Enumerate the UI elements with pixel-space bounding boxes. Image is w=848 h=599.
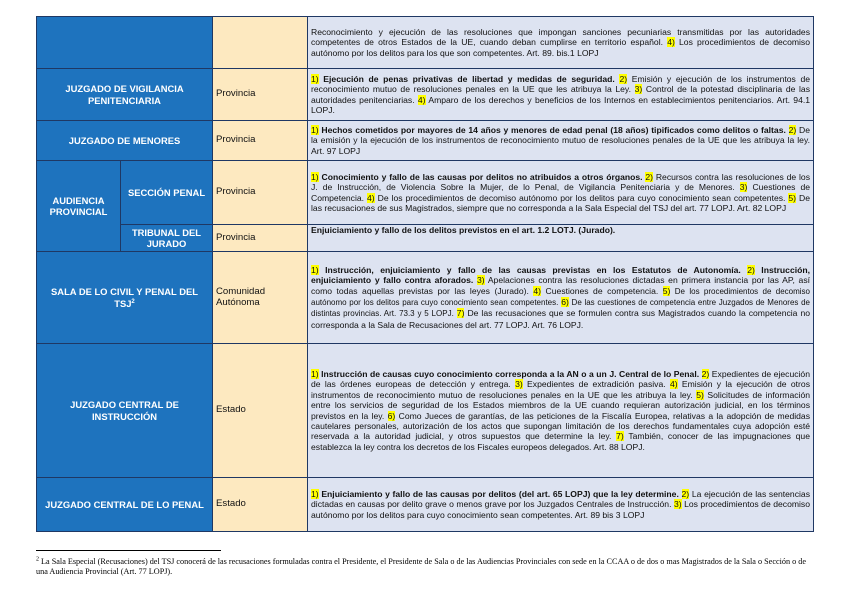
item-number: 7) xyxy=(616,431,624,442)
organ-name: JUZGADO CENTRAL DE LO PENAL xyxy=(37,478,213,532)
competence-text: De los procedimientos de decomiso autónomo por los delitos para cuyo conocimiento sean competentes. xyxy=(374,192,786,203)
competence-cell xyxy=(308,252,814,344)
table-row xyxy=(37,252,814,344)
item-number: 3) xyxy=(476,275,485,286)
competence-text: De las recusaciones que se formulen contra sus Magistrados cuando la competencia no corresponda a la Sala de Recusaciones del art. 77 LOPJ. Art. 76 LOPJ. xyxy=(311,308,811,330)
territory-cell: Estado xyxy=(213,344,308,478)
territory-cell: Comunidad Autónoma xyxy=(213,252,308,344)
item-number: 2) xyxy=(645,171,654,182)
competence-text: De las recusaciones de sus Magistrados, siempre que no corresponda a la Sala Especial del TSJ del art. 77 LOPJ. Art. 82 LOPJ xyxy=(311,192,811,213)
item-number: 3) xyxy=(673,499,682,510)
organ-name: JUZGADO CENTRAL DE INSTRUCCIÓN xyxy=(37,344,213,478)
competence-cell xyxy=(308,478,814,532)
footnote-divider xyxy=(36,550,221,551)
competence-text: Cuestiones de competencia. xyxy=(541,285,659,296)
competence-text: Instrucción, enjuiciamiento y fallo de las causas previstas en los Estatutos de Autonomía. xyxy=(318,264,741,275)
competence-text: La ejecución de las sentencias dictadas en causas por delito grave o menos grave por los Juzgados Centrales de Instrucción. xyxy=(311,488,810,510)
competence-text: Instrucción, enjuiciamiento y fallo contra aforados. xyxy=(311,264,811,286)
competence-text: Los procedimientos de decomiso autónomo por los delitos para los que son competentes. Art. 89. bis.1 LOPJ xyxy=(311,37,811,58)
territory-cell: Provincia xyxy=(213,121,308,161)
territory-cell: Provincia xyxy=(213,69,308,121)
organ-name: JUZGADO DE VIGILANCIA PENITENCIARIA xyxy=(37,69,213,121)
organ-cell xyxy=(37,252,213,344)
footnote xyxy=(36,557,816,576)
footnote-number: 2 xyxy=(36,556,39,563)
competence-text: Recursos contra las resoluciones de los J. de Instrucción, de Violencia Sobre la Mujer, de lo Penal, de Vigilancia Penitenciaria y de Menores. xyxy=(311,171,810,193)
item-number: 1) xyxy=(311,488,319,499)
item-number: 1) xyxy=(311,171,319,182)
organ-cell xyxy=(37,17,213,69)
item-number: 1) xyxy=(311,368,319,379)
item-number: 2) xyxy=(701,368,710,379)
competence-text: Expedientes de extradición pasiva. xyxy=(522,379,666,390)
item-number: 4) xyxy=(669,379,678,390)
competence-text: Enjuiciamiento y fallo de los delitos previstos en el art. 1.2 LOTJ. (Jurado). xyxy=(311,225,616,235)
item-number: 2) xyxy=(747,264,755,275)
competence-text: Emisión y ejecución de los instrumentos de reconocimiento mutuo de resoluciones penales en la UE que les atribuya la Ley. xyxy=(311,73,811,95)
competence-cell xyxy=(308,161,814,225)
item-number: 2) xyxy=(619,73,628,84)
competence-text: De la emisión y la ejecución de los instrumentos de reconocimiento mutuo de resoluciones penales de la UE que les atribuya la ley. Art. 97 LOPJ xyxy=(311,124,810,156)
table-row xyxy=(37,121,814,161)
territory-cell: Provincia xyxy=(213,161,308,225)
competence-text: Control de la potestad disciplinaria de las autoridades penitenciarias. xyxy=(311,84,811,105)
table-row xyxy=(37,69,814,121)
competence-text: Como Jueces de garantías, de las peticiones de la Fiscalía Europea, relativas a la adopción de medidas cautelares personales, autorización de los actos que supongan limitación de los derechos fundamentales cuya adopción esté reservada a la autoridad judicial, y otros supuestos que determine la ley. xyxy=(311,410,810,442)
competence-cell xyxy=(308,225,814,252)
competence-text: Ejecución de penas privativas de libertad y medidas de seguridad. xyxy=(318,73,615,84)
jurisdiction-table xyxy=(36,16,814,532)
competence-text: De los procedimientos de decomiso autónomo por los delitos para cuyo conocimiento sean competentes. xyxy=(311,286,810,307)
organ-name: SALA DE LO CIVIL Y PENAL DEL TSJ xyxy=(51,286,198,309)
competence-text: Solicitudes de información entre los servicios de seguridad de los Estados miembros de la UE cuando requieran autorización judicial, en los términos previstos en la ley. xyxy=(311,389,811,421)
item-number: 5) xyxy=(788,192,797,203)
table-row xyxy=(37,161,814,225)
item-number: 1) xyxy=(311,124,319,135)
territory-cell: Estado xyxy=(213,478,308,532)
item-number: 5) xyxy=(696,389,704,400)
item-number: 5) xyxy=(662,285,671,296)
item-number: 4) xyxy=(367,192,375,203)
competence-text: Conocimiento y fallo de las causas por delitos no atribuidos a otros órganos. xyxy=(318,171,643,182)
item-number: 4) xyxy=(417,94,426,105)
table-row xyxy=(37,17,814,69)
item-number: 1) xyxy=(311,73,319,84)
competence-text: Reconocimiento y ejecución de las resoluciones que impongan sanciones pecuniarias transmitidas por las autoridades competentes de otros Estados de la UE, cuando deban cumplirse en territorio español. xyxy=(311,26,810,48)
item-number: 6) xyxy=(561,297,569,307)
item-number: 2) xyxy=(681,488,690,499)
competence-text: Emisión y la ejecución de otros instrumentos de reconocimiento mutuo de resoluciones penales en la UE que les atribuya la ley. xyxy=(311,379,810,400)
competence-text: Los procedimientos de decomiso autónomo por los delitos para cuyo conocimiento sean competentes. Art. 89 bis 3 LOPJ xyxy=(311,499,811,520)
section-name: SECCIÓN PENAL xyxy=(121,161,213,225)
item-number: 3) xyxy=(515,379,523,390)
item-number: 3) xyxy=(634,84,643,95)
item-number: 2) xyxy=(788,124,797,135)
table-row xyxy=(37,344,814,478)
competence-text: De las cuestiones de competencia entre Juzgados de Menores de distintas provincias. Art. 73.3 y 5 LOPJ. xyxy=(311,298,811,319)
organ-name: JUZGADO DE MENORES xyxy=(37,121,213,161)
item-number: 1) xyxy=(311,264,319,275)
competence-text: Cuestiones de Competencia. xyxy=(311,182,811,203)
competence-text: Apelaciones contra las resoluciones dictadas en primera instancia por las AP, así como todas aquellas previstas por las leyes (Jurado). xyxy=(311,275,811,296)
competence-text: Expedientes de ejecución de las órdenes europeas de detección y entrega. xyxy=(311,368,810,390)
item-number: 7) xyxy=(456,308,465,319)
item-number: 3) xyxy=(739,182,748,193)
territory-cell xyxy=(213,17,308,69)
footnote-text: La Sala Especial (Recusaciones) del TSJ conocerá de las recusaciones formuladas contra el Presidente, el Presidente de Sala o de las Audiencias Provinciales con sede en la CCAA o de dos o mas Magistrados de la Sala o Sección o de una Audiencia Provincial (Art. 77 LOPJ). xyxy=(36,557,806,576)
competence-text: Instrucción de causas cuyo conocimiento corresponda a la AN o a un J. Central de lo Penal. xyxy=(318,368,700,379)
competence-text: Enjuiciamiento y fallo de las causas por delitos (del art. 65 LOPJ) que la ley determine. xyxy=(318,488,679,499)
competence-cell xyxy=(308,69,814,121)
competence-cell xyxy=(308,17,814,69)
section-name: TRIBUNAL DEL JURADO xyxy=(121,225,213,252)
competence-text: Amparo de los derechos y beneficios de los Internos en establecimientos penitenciarios. Art. 94.1 LOPJ. xyxy=(311,94,811,115)
table-row xyxy=(37,225,814,252)
competence-cell xyxy=(308,121,814,161)
organ-name: AUDIENCIA PROVINCIAL xyxy=(37,161,121,252)
table-row xyxy=(37,478,814,532)
item-number: 4) xyxy=(533,285,542,296)
item-number: 6) xyxy=(387,410,396,421)
footnote-ref[interactable]: 2 xyxy=(131,298,135,305)
territory-cell: Provincia xyxy=(213,225,308,252)
item-number: 4) xyxy=(667,37,675,48)
competence-text: Hechos cometidos por mayores de 14 años y menores de edad penal (18 años) tipificados como delitos o faltas. xyxy=(318,124,786,135)
competence-text: También, conocer de las impugnaciones que establezca la ley contra los decretos de los Fiscales europeos delegados. Art. 88 LOPJ. xyxy=(311,431,810,452)
competence-cell xyxy=(308,344,814,478)
